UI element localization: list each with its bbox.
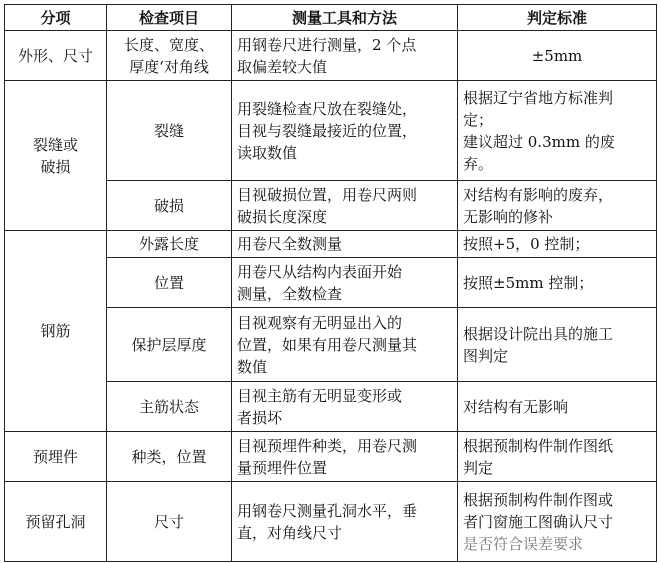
method-cell: 用卷尺全数测量 (232, 231, 458, 258)
standard-line: 根据预制构件制作图或 (463, 490, 614, 509)
header-standard: 判定标准 (458, 5, 657, 31)
standard-line: 判定 (463, 458, 494, 477)
method-cell (232, 181, 458, 231)
standard-cell (458, 482, 657, 562)
standard-line: 无影响的修补 (463, 207, 554, 226)
table-row (5, 231, 657, 258)
method-cell (232, 31, 458, 81)
method-line: 用钢卷尺测量孔洞水平，垂 (237, 501, 418, 520)
standard-cell: 按照±5mm 控制； (458, 258, 657, 308)
method-line: 目视观察有无明显出入的 (237, 313, 403, 332)
table-row (5, 432, 657, 482)
method-line: 量预埋件位置 (237, 458, 328, 477)
item-cell: 保护层厚度 (107, 308, 232, 382)
standard-line: 对结构有影响的废弃， (463, 185, 614, 204)
method-line: 测量，全数检查 (237, 284, 343, 303)
method-line: 用卷尺从结构内表面开始 (237, 262, 403, 281)
method-line: 目视主筋有无明显变形或 (237, 386, 403, 405)
header-row (5, 5, 657, 31)
item-line: 厚度‘对角线 (129, 57, 209, 76)
header-category: 分项 (5, 5, 107, 31)
category-cell: 预留孔洞 (5, 482, 107, 562)
method-line: 数值 (237, 357, 268, 376)
item-cell: 主筋状态 (107, 382, 232, 432)
item-cell: 种类，位置 (107, 432, 232, 482)
method-cell (232, 432, 458, 482)
category-line: 破损 (40, 157, 71, 176)
method-line: 用钢卷尺进行测量，2 个点 (237, 35, 417, 54)
standard-line: 根据设计院出具的施工 (463, 324, 614, 343)
table-row (5, 81, 657, 181)
category-cell: 外形、尺寸 (5, 31, 107, 81)
standard-line: 弃。 (463, 154, 494, 173)
header-method: 测量工具和方法 (232, 5, 458, 31)
category-cell (5, 81, 107, 231)
standard-line: 定； (463, 110, 494, 129)
method-line: 目视预埋件种类，用卷尺测 (237, 436, 418, 455)
standard-line: 者门窗施工图确认尺寸 (463, 512, 614, 531)
item-cell: 尺寸 (107, 482, 232, 562)
method-line: 读取数值 (237, 143, 298, 162)
standard-cell (458, 181, 657, 231)
method-line: 用裂缝检查尺放在裂缝处， (237, 99, 418, 118)
item-cell: 外露长度 (107, 231, 232, 258)
item-cell (107, 31, 232, 81)
category-cell: 钢筋 (5, 231, 107, 432)
method-cell (232, 258, 458, 308)
item-cell: 裂缝 (107, 81, 232, 181)
standard-cell (458, 432, 657, 482)
item-cell: 破损 (107, 181, 232, 231)
item-line: 长度、宽度、 (123, 35, 214, 54)
standard-line: 根据辽宁省地方标准判 (463, 88, 614, 107)
standard-line: 根据预制构件制作图纸 (463, 436, 614, 455)
method-cell (232, 382, 458, 432)
method-line: 破损长度深度 (237, 207, 328, 226)
method-line: 者损坏 (237, 408, 283, 427)
method-cell (232, 81, 458, 181)
method-line: 直，对角线尺寸 (237, 523, 343, 542)
method-cell (232, 482, 458, 562)
standard-cell: 对结构有无影响 (458, 382, 657, 432)
method-cell (232, 308, 458, 382)
inspection-table (4, 4, 657, 562)
category-line: 裂缝或 (32, 135, 78, 154)
method-line: 目视破损位置，用卷尺两则 (237, 185, 418, 204)
method-line: 位置，如果有用卷尺测量其 (237, 335, 418, 354)
item-cell: 位置 (107, 258, 232, 308)
standard-line: 图判定 (463, 346, 509, 365)
standard-cell (458, 308, 657, 382)
standard-cell (458, 81, 657, 181)
standard-line: 建议超过 0.3mm 的废 (463, 132, 615, 151)
standard-cell: ±5mm (458, 31, 657, 81)
method-line: 目视与裂缝最接近的位置， (237, 121, 418, 140)
table-row (5, 31, 657, 81)
header-item: 检查项目 (107, 5, 232, 31)
method-line: 取偏差较大值 (237, 57, 328, 76)
standard-cell: 按照+5，0 控制； (458, 231, 657, 258)
category-cell: 预埋件 (5, 432, 107, 482)
standard-line: 是否符合误差要求 (463, 534, 584, 553)
table-row (5, 482, 657, 562)
